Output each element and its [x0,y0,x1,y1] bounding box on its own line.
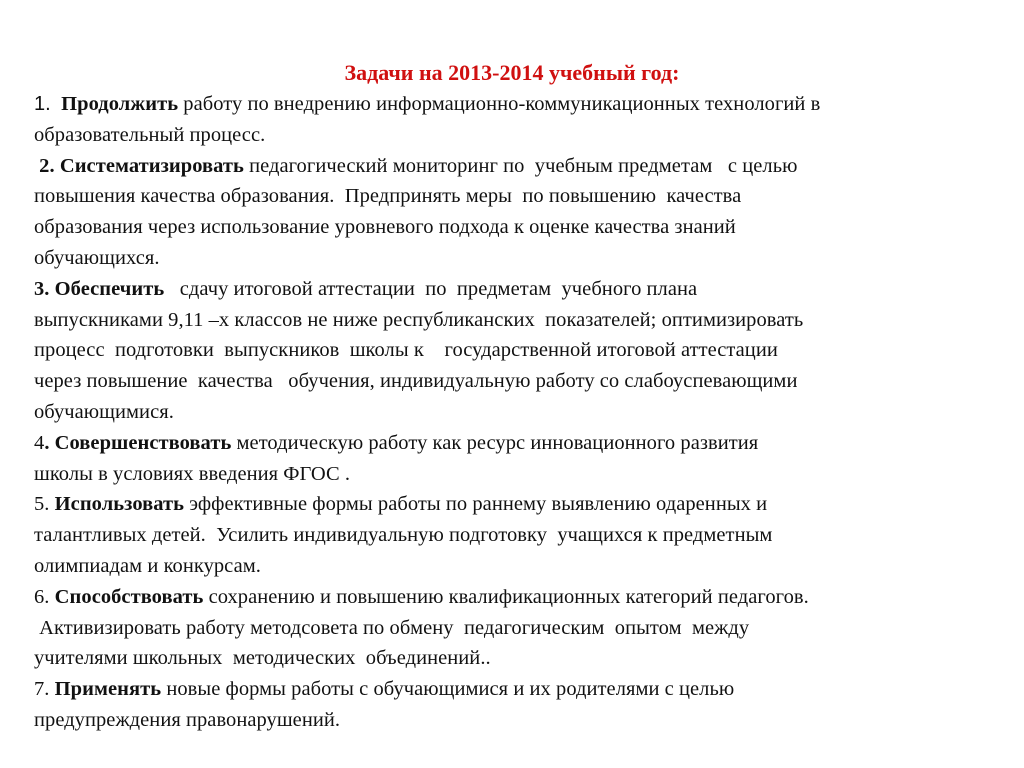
task-verb: Систематизировать [59,154,244,177]
task-number: 5. [34,493,50,516]
task-line [34,582,1019,613]
task-text: работу по внедрению информационно-коммуникационных технологий в [178,93,821,115]
task-text: эффективные формы работы по раннему выявлению одаренных и [184,493,768,516]
task-text: олимпиадам и конкурсам. [34,554,261,577]
task-text: выпускниками 9,11 –х классов не ниже республиканских показателей; оптимизировать [34,308,804,331]
task-text: образовательный процесс. [34,123,266,146]
task-item-2 [34,151,1019,274]
task-text: учителями школьных методических объединений.. [34,647,491,670]
task-item-1 [34,89,1019,151]
task-verb: Использовать [54,493,185,516]
task-text: новые формы работы с обучающимися и их родителями с целью [161,678,735,701]
task-item-5 [34,489,1019,581]
task-text: обучающихся. [34,246,160,269]
task-number: 6. [34,585,50,608]
task-line [34,89,1019,120]
task-text: повышения качества образования. Предпринять меры по повышению качества [34,185,742,208]
task-line [34,489,1019,520]
task-text: образования через использование уровневого подхода к оценке качества знаний [34,216,736,239]
task-verb: Применять [54,678,162,701]
task-line [34,274,1019,305]
task-verb: Способствовать [54,585,204,608]
page-title: Задачи на 2013-2014 учебный год: [344,60,680,85]
task-list [34,89,1019,736]
task-verb: Продолжить [61,93,179,115]
task-number: 3. [34,277,50,300]
task-text: методическую работу как ресурс инновационного развития [231,431,759,454]
task-text: талантливых детей. Усилить индивидуальную подготовку учащихся к предметным [34,524,773,547]
task-item-7 [34,674,1019,736]
task-text: обучающимися. [34,400,174,423]
task-verb: . Совершенствовать [44,431,232,454]
task-number: 1. [34,93,51,115]
task-number: 2. [34,154,55,177]
task-text: через повышение качества обучения, индивидуальную работу со слабоуспевающими [34,370,798,393]
task-number: 7. [34,678,50,701]
task-text: процесс подготовки выпускников школы к государственной итоговой аттестации [34,339,778,362]
task-line [34,674,1019,705]
task-number: 4 [34,431,45,454]
task-line [34,428,1019,459]
task-item-4 [34,428,1019,490]
task-item-3 [34,274,1019,428]
task-text: сдачу итоговой аттестации по предметам учебного плана [164,277,698,300]
task-item-6 [34,582,1019,674]
task-text: сохранению и повышению квалификационных категорий педагогов. [203,585,809,608]
task-text: Активизировать работу методсовета по обмену педагогическим опытом между [34,616,750,639]
task-line [34,151,1019,182]
task-verb: Обеспечить [54,277,165,300]
task-text: педагогический мониторинг по учебным предметам с целью [243,154,798,177]
task-text: школы в условиях введения ФГОС . [34,462,351,485]
task-text: предупреждения правонарушений. [34,708,341,731]
